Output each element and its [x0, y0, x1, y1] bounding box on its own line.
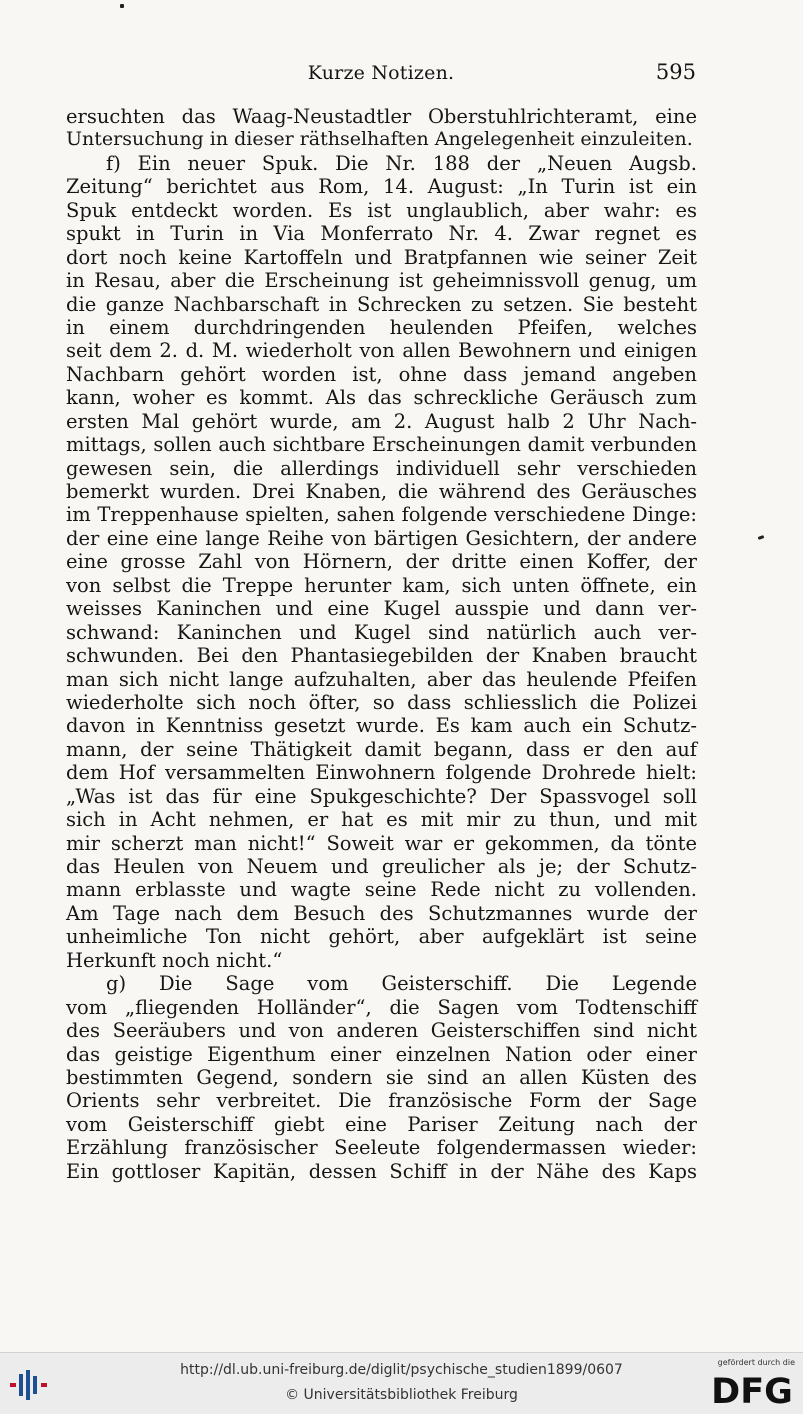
text-line: bemerkt wurden. Drei Knaben, die während des Geräusches: [66, 480, 697, 503]
text-line: bestimmten Gegend, sondern sie sind an allen Küsten des: [66, 1065, 697, 1089]
text-line: schwand: Kaninchen und Kugel sind natürlich auch ver-: [66, 620, 697, 644]
text-line: von selbst die Treppe herunter kam, sich unten öffnete, ein: [66, 573, 697, 597]
running-title: Kurze Notizen.: [307, 62, 455, 84]
body-text: [66, 105, 697, 1183]
text-line: in Resau, aber die Erscheinung ist geheimnissvoll genug, um: [66, 269, 697, 293]
text-line: gewesen sein, die allerdings individuell sehr verschieden: [66, 456, 697, 480]
text-line: ersuchten das Waag-Neustadtler Oberstuhlrichteramt, eine: [66, 105, 697, 128]
text-line: der eine eine lange Reihe von bärtigen Gesichtern, der andere: [66, 526, 697, 550]
text-line: Ein gottloser Kapitän, dessen Schiff in der Nähe des Kaps: [66, 1159, 697, 1183]
text-line: mir scherzt man nicht!“ Soweit war er gekommen, da tönte: [66, 831, 697, 855]
dfg-logo-icon: [709, 1371, 795, 1407]
text-line: Am Tage nach dem Besuch des Schutzmannes wurde der: [66, 901, 697, 925]
text-line: Herkunft noch nicht.“: [66, 948, 283, 972]
text-line: kann, woher es kommt. Als das schreckliche Geräusch zum: [66, 386, 697, 410]
text-line: schwunden. Bei den Phantasiegebilden der Knaben braucht: [66, 644, 697, 668]
text-line: Orients sehr verbreitet. Die französische Form der Sage: [66, 1089, 697, 1113]
source-url-link[interactable]: http://dl.ub.uni-freiburg.de/diglit/psychische_studien1899/0607: [180, 1362, 623, 1378]
text-line: dem Hof versammelten Einwohnern folgende Drohrede hielt:: [66, 761, 697, 785]
section-heading-line: f) Ein neuer Spuk. Die Nr. 188 der „Neuen Augsb.: [106, 151, 697, 175]
scan-speck-top: [120, 4, 124, 8]
text-line: sich in Acht nehmen, er hat es mit mir zu thun, und mit: [66, 808, 697, 832]
text-line: mann, der seine Thätigkeit damit begann, dass er den auf: [66, 737, 697, 761]
text-line: man sich nicht lange aufzuhalten, aber das heulende Pfeifen: [66, 667, 697, 691]
text-line: seit dem 2. d. M. wiederholt von allen Bewohnern und einigen: [66, 339, 697, 363]
text-line: die ganze Nachbarschaft in Schrecken zu setzen. Sie besteht: [66, 292, 697, 316]
dfg-logo-text: DFG: [711, 1372, 793, 1407]
text-line: Erzählung französischer Seeleute folgendermassen wieder:: [66, 1136, 697, 1160]
text-line: eine grosse Zahl von Hörnern, der dritte einen Koffer, der: [66, 550, 697, 574]
page-number: 595: [655, 60, 696, 84]
text-line: spukt in Turin in Via Monferrato Nr. 4. Zwar regnet es: [66, 222, 697, 246]
text-line: unheimliche Ton nicht gehört, aber aufgeklärt ist seine: [66, 925, 697, 949]
text-line: des Seeräubers und von anderen Geisterschiffen sind nicht: [66, 1019, 697, 1043]
text-line: Untersuchung in dieser räthselhaften Angelegenheit einzuleiten.: [66, 128, 693, 151]
copyright-notice: © Universitätsbibliothek Freiburg: [285, 1387, 518, 1403]
text-line: Zeitung“ berichtet aus Rom, 14. August: „In Turin ist ein: [66, 175, 697, 199]
text-line: wiederholte sich noch öfter, so dass schliesslich die Polizei: [66, 690, 697, 714]
scan-speck-right: [758, 535, 765, 540]
text-line: das geistige Eigenthum einer einzelnen Nation oder einer: [66, 1042, 697, 1066]
text-line: Spuk entdeckt worden. Es ist unglaublich, aber wahr: es: [66, 198, 697, 222]
dfg-funding-badge: [707, 1358, 795, 1410]
text-line: davon in Kenntniss gesetzt wurde. Es kam auch ein Schutz-: [66, 714, 697, 738]
section-heading-line: g) Die Sage vom Geisterschiff. Die Legende: [106, 972, 697, 996]
dfg-caption: gefördert durch die: [717, 1358, 795, 1367]
digitization-footer: [0, 1352, 803, 1414]
text-line: „Was ist das für eine Spukgeschichte? Der Spassvogel soll: [66, 784, 697, 808]
text-line: in einem durchdringenden heulenden Pfeifen, welches: [66, 315, 697, 339]
text-line: ersten Mal gehört wurde, am 2. August halb 2 Uhr Nach-: [66, 409, 697, 433]
text-line: mann erblasste und wagte seine Rede nicht zu vollenden.: [66, 878, 697, 902]
text-line: weisses Kaninchen und eine Kugel ausspie und dann ver-: [66, 597, 697, 621]
text-line: mittags, sollen auch sichtbare Erscheinungen damit verbunden: [66, 433, 697, 457]
text-line: vom „fliegenden Holländer“, die Sagen vom Todtenschiff: [66, 995, 697, 1019]
page-header: [66, 56, 696, 96]
text-line: Nachbarn gehört worden ist, ohne dass jemand angeben: [66, 362, 697, 386]
text-line: dort noch keine Kartoffeln und Bratpfannen wie seiner Zeit: [66, 245, 697, 269]
text-line: das Heulen von Neuem und greulicher als je; der Schutz-: [66, 855, 697, 878]
text-line: vom Geisterschiff giebt eine Pariser Zeitung nach der: [66, 1112, 697, 1136]
text-line: im Treppenhause spielten, sahen folgende verschiedene Dinge:: [66, 503, 697, 527]
